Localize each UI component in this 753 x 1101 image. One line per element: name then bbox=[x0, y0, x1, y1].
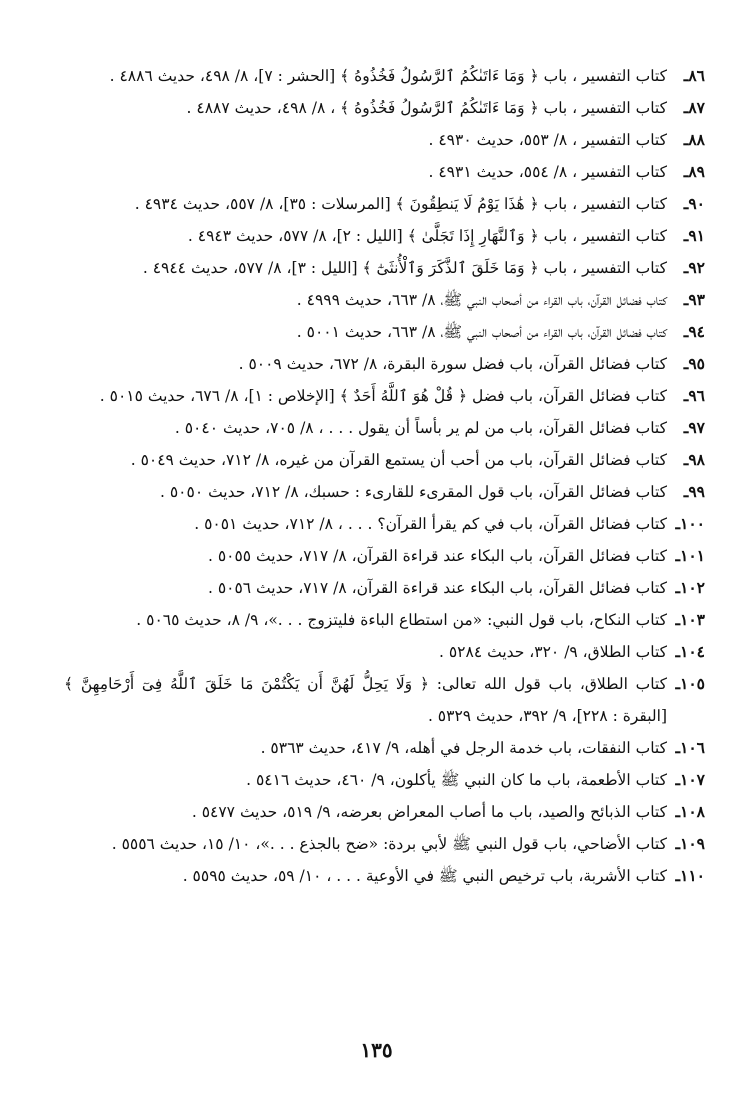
entry-text: كتاب فضائل القرآن، باب القراء من أصحاب النبي ﷺ، ٨/ ٦٦٣، حديث ٥٠٠١ . bbox=[296, 323, 667, 341]
entry-number: ١٠٣ـ bbox=[675, 610, 705, 629]
entry-text: كتاب التفسير ، باب ﴿ وَمَا ءَاتَىٰكُمُ ٱلرَّسُولُ فَخُذُوهُ ﴾ ، ٨/ ٤٩٨، حديث ٤٨٨٧ . bbox=[186, 99, 667, 117]
list-item bbox=[64, 284, 705, 316]
entry-text: كتاب فضائل القرآن، باب من لم ير بأساً أن يقول . . . ، ٨/ ٧٠٥، حديث ٥٠٤٠ . bbox=[174, 419, 667, 437]
list-item bbox=[64, 252, 705, 284]
entry-number: ٩٨ـ bbox=[683, 450, 705, 469]
entry-text: كتاب فضائل القرآن، باب في كم يقرأ القرآن؟ . . . ، ٨/ ٧١٢، حديث ٥٠٥١ . bbox=[194, 515, 667, 533]
entry-number: ١٠١ـ bbox=[675, 546, 705, 565]
entry-text: كتاب فضائل القرآن، باب القراء من أصحاب النبي ﷺ، ٨/ ٦٦٣، حديث ٤٩٩٩ . bbox=[296, 291, 667, 309]
entry-number: ١٠٨ـ bbox=[675, 802, 705, 821]
entry-text: كتاب فضائل القرآن، باب فضل ﴿ قُلْ هُوَ ٱللَّهُ أَحَدٌ ﴾ [الإخلاص : ١]، ٨/ ٦٧٦، حديث ٥٠١٥ . bbox=[99, 387, 667, 405]
entry-number: ١٠٧ـ bbox=[675, 770, 705, 789]
entry-text: كتاب الأضاحي، باب قول النبي ﷺ لأبي بردة: «ضح بالجذع . . .»، ١٠/ ١٥، حديث ٥٥٥٦ . bbox=[111, 835, 667, 853]
list-item bbox=[64, 476, 705, 508]
list-item bbox=[64, 796, 705, 828]
list-item bbox=[64, 540, 705, 572]
list-item bbox=[64, 860, 705, 892]
list-item bbox=[64, 732, 705, 764]
entry-text: كتاب الطلاق، ٩/ ٣٢٠، حديث ٥٢٨٤ . bbox=[439, 643, 667, 661]
list-item bbox=[64, 124, 705, 156]
entry-text: كتاب التفسير ، باب ﴿ هَٰذَا يَوْمُ لَا يَنطِقُونَ ﴾ [المرسلات : ٣٥]، ٨/ ٥٥٧، حديث ٤٩٣٤ . bbox=[134, 195, 667, 213]
list-item bbox=[64, 572, 705, 604]
entry-text: كتاب التفسير ، ٨/ ٥٥٤، حديث ٤٩٣١ . bbox=[428, 163, 667, 181]
list-item bbox=[64, 764, 705, 796]
entry-text: كتاب فضائل القرآن، باب من أحب أن يستمع القرآن من غيره، ٨/ ٧١٢، حديث ٥٠٤٩ . bbox=[130, 451, 667, 469]
entry-text: كتاب الأشربة، باب ترخيص النبي ﷺ في الأوعية . . . ، ١٠/ ٥٩، حديث ٥٥٩٥ . bbox=[182, 867, 667, 885]
entry-number: ١٠٠ـ bbox=[675, 514, 705, 533]
entry-text: كتاب الذبائح والصيد، باب ما أصاب المعراض بعرضه، ٩/ ٥١٩، حديث ٥٤٧٧ . bbox=[191, 803, 667, 821]
page-number: ١٣٥ bbox=[360, 1038, 393, 1062]
entry-number: ٩٩ـ bbox=[683, 482, 705, 501]
entry-number: ٩٠ـ bbox=[683, 194, 705, 213]
entry-number: ٨٨ـ bbox=[683, 130, 705, 149]
list-item bbox=[64, 316, 705, 348]
list-item bbox=[64, 636, 705, 668]
entry-number: ٩٦ـ bbox=[683, 386, 705, 405]
entry-number: ٩١ـ bbox=[683, 226, 705, 245]
entry-text: كتاب النكاح، باب قول النبي: «من استطاع الباءة فليتزوج . . .»، ٩/ ٨، حديث ٥٠٦٥ . bbox=[136, 611, 667, 629]
list-item bbox=[64, 444, 705, 476]
list-item bbox=[64, 60, 705, 92]
entry-number: ٩٧ـ bbox=[683, 418, 705, 437]
entry-text: كتاب الأطعمة، باب ما كان النبي ﷺ يأكلون، ٩/ ٤٦٠، حديث ٥٤١٦ . bbox=[246, 771, 667, 789]
entry-number: ٨٧ـ bbox=[683, 98, 705, 117]
entry-text: كتاب التفسير ، باب ﴿ وَمَا ءَاتَىٰكُمُ ٱلرَّسُولُ فَخُذُوهُ ﴾ [الحشر : ٧]، ٨/ ٤٩٨، حديث ٤٨٨٦ . bbox=[109, 67, 667, 85]
entry-number: ١٠٢ـ bbox=[675, 578, 705, 597]
list-item bbox=[64, 604, 705, 636]
list-item bbox=[64, 828, 705, 860]
entry-number: ٩٢ـ bbox=[683, 258, 705, 277]
entry-number: ١٠٥ـ bbox=[675, 674, 705, 693]
reference-list bbox=[64, 60, 705, 892]
entry-number: ١٠٩ـ bbox=[675, 834, 705, 853]
list-item bbox=[64, 508, 705, 540]
list-item bbox=[64, 668, 705, 732]
list-item bbox=[64, 412, 705, 444]
entry-text: كتاب فضائل القرآن، باب قول المقرىء للقارىء : حسبك، ٨/ ٧١٢، حديث ٥٠٥٠ . bbox=[159, 483, 667, 501]
entry-number: ٩٥ـ bbox=[683, 354, 705, 373]
entry-text: كتاب التفسير ، ٨/ ٥٥٣، حديث ٤٩٣٠ . bbox=[428, 131, 667, 149]
list-item bbox=[64, 188, 705, 220]
entry-number: ٩٣ـ bbox=[683, 290, 705, 309]
list-item bbox=[64, 220, 705, 252]
entry-number: ٨٩ـ bbox=[683, 162, 705, 181]
entry-number: ٩٤ـ bbox=[683, 322, 705, 341]
list-item bbox=[64, 380, 705, 412]
entry-text: كتاب الطلاق، باب قول الله تعالى: ﴿ وَلَا يَحِلُّ لَهُنَّ أَن يَكْتُمْنَ مَا خَلَقَ ٱللَّهُ فِىٓ أَرْحَامِهِنَّ ﴾ [البقرة : ٢٢٨]، ٩/ ٣٩٢، حديث ٥٣٢٩ . bbox=[64, 675, 667, 725]
entry-text: كتاب فضائل القرآن، باب فضل سورة البقرة، ٨/ ٦٧٢، حديث ٥٠٠٩ . bbox=[238, 355, 667, 373]
entry-text: كتاب فضائل القرآن، باب البكاء عند قراءة القرآن، ٨/ ٧١٧، حديث ٥٠٥٥ . bbox=[207, 547, 667, 565]
entry-text: كتاب التفسير ، باب ﴿ وَٱلنَّهَارِ إِذَا تَجَلَّىٰ ﴾ [الليل : ٢]، ٨/ ٥٧٧، حديث ٤٩٤٣ . bbox=[187, 227, 667, 245]
entry-text: كتاب فضائل القرآن، باب البكاء عند قراءة القرآن، ٨/ ٧١٧، حديث ٥٠٥٦ . bbox=[207, 579, 667, 597]
entry-text: كتاب النفقات، باب خدمة الرجل في أهله، ٩/ ٤١٧، حديث ٥٣٦٣ . bbox=[260, 739, 667, 757]
entry-number: ١٠٦ـ bbox=[675, 738, 705, 757]
entry-number: ١٠٤ـ bbox=[675, 642, 705, 661]
list-item bbox=[64, 348, 705, 380]
entry-text: كتاب التفسير ، باب ﴿ وَمَا خَلَقَ ٱلذَّكَرَ وَٱلْأُنثَىٰٓ ﴾ [الليل : ٣]، ٨/ ٥٧٧، حديث ٤٩٤٤ . bbox=[142, 259, 667, 277]
entry-number: ٨٦ـ bbox=[683, 66, 705, 85]
entry-number: ١١٠ـ bbox=[675, 866, 705, 885]
list-item bbox=[64, 156, 705, 188]
list-item bbox=[64, 92, 705, 124]
